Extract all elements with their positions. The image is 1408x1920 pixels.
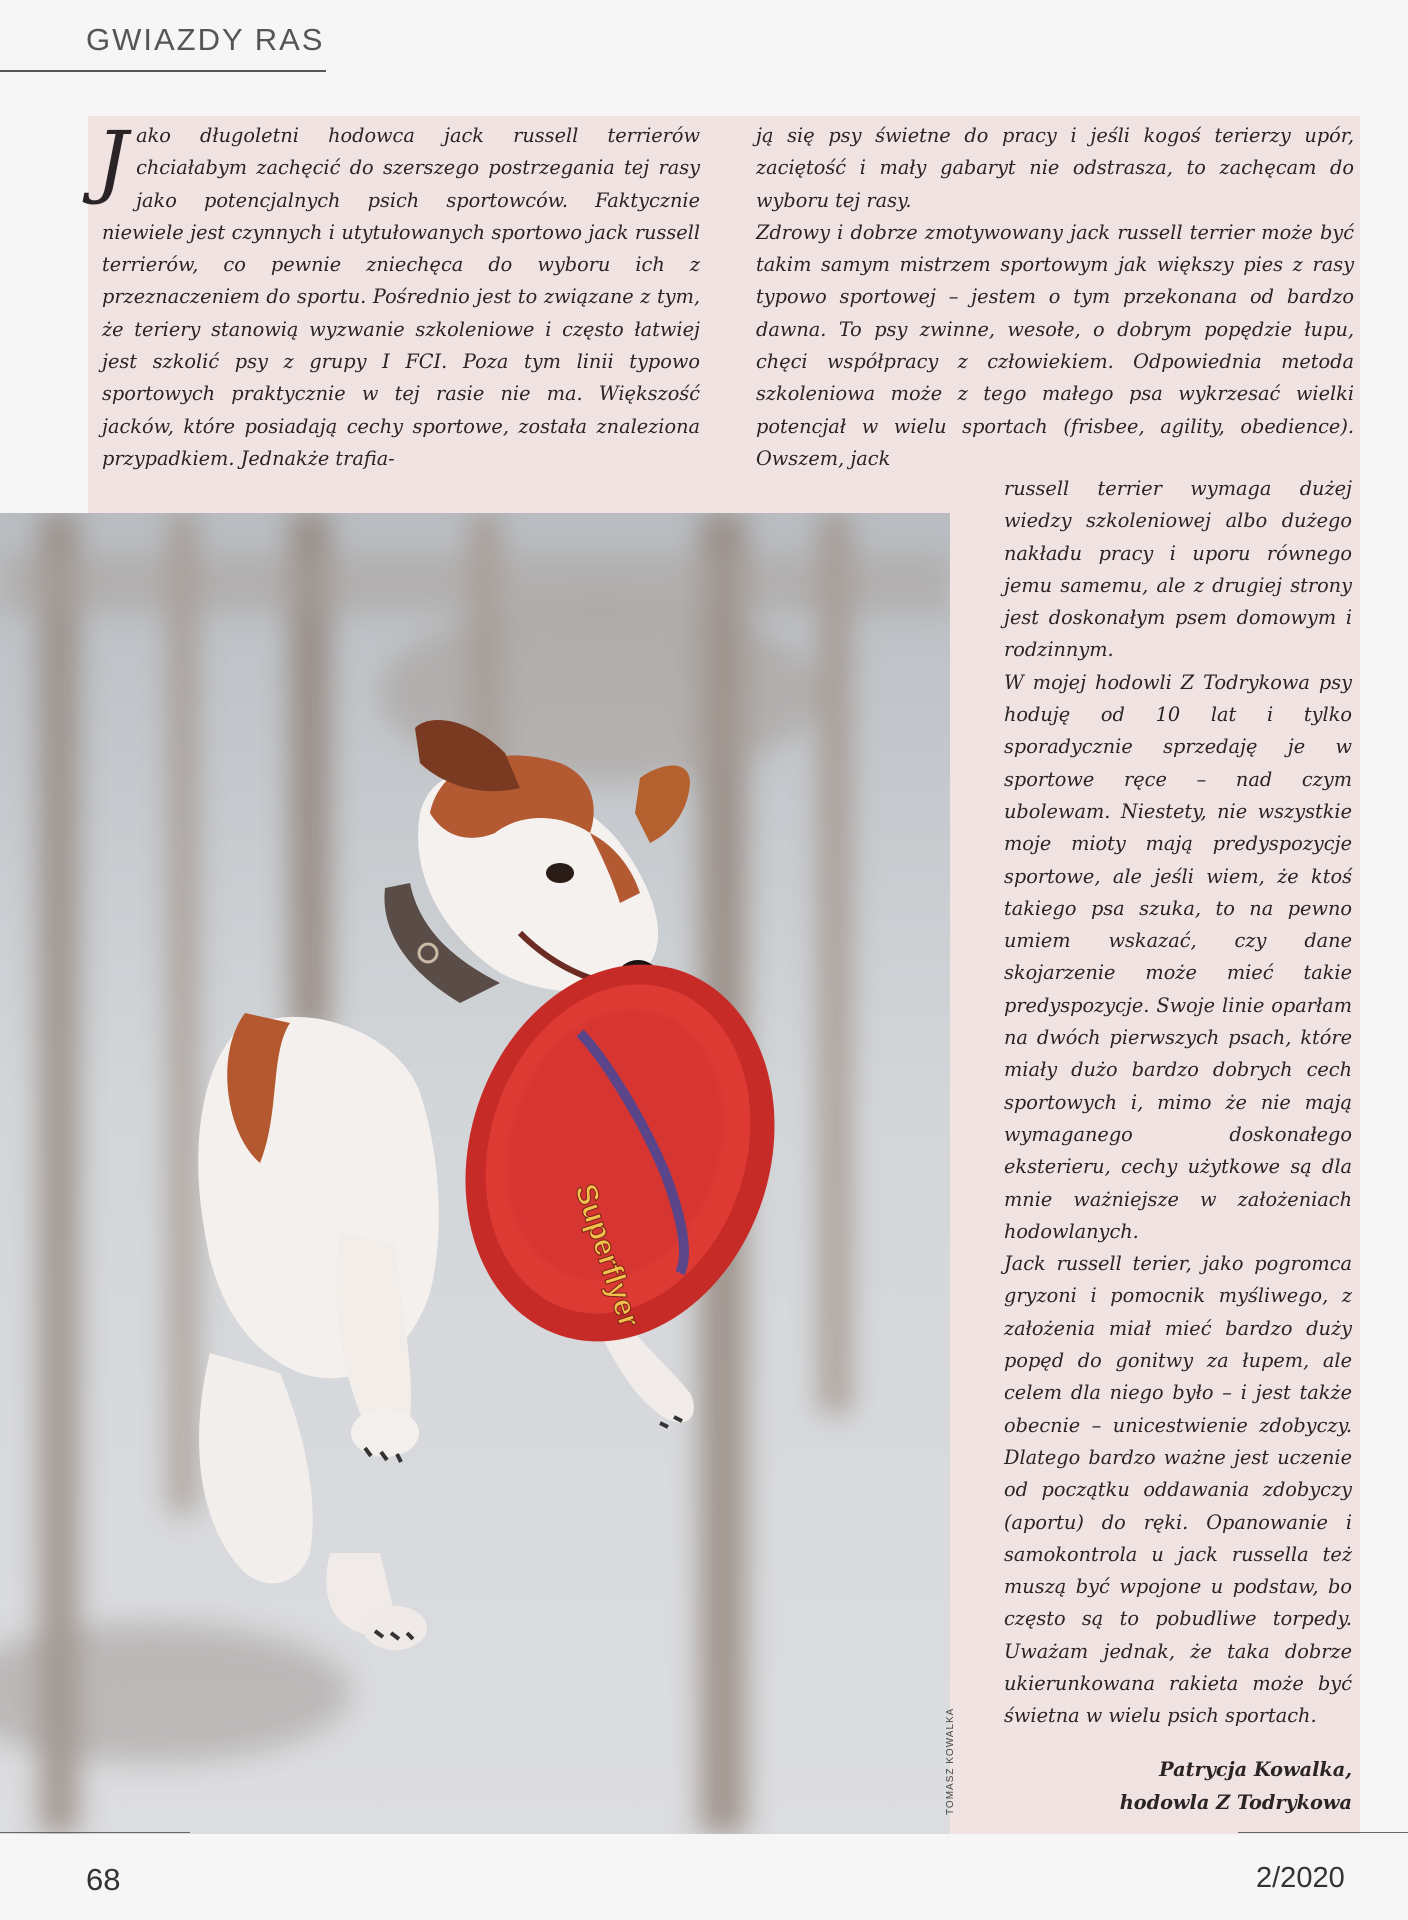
article-paragraph: ją się psy świetne do pracy i jeśli kogoś terierzy upór, zaciętość i mały gabaryt nie odstrasza, to zachęcam do wyboru tej rasy. — [756, 124, 1354, 212]
frisbee-logo-text: Superflyer — [568, 1179, 646, 1332]
section-title: GWIAZDY RAS — [86, 22, 325, 57]
article-paragraph: russell terrier wymaga dużej wiedzy szkoleniowej albo dużego nakładu pracy i uporu równego jemu samemu, ale z drugiej strony jest doskonałym psem domowym i rodzinnym. — [1004, 477, 1352, 662]
article-paragraph: Jack russell terier, jako pogromca gryzoni i pomocnik myśliwego, z założenia miał mieć bardzo duży popęd do gonitwy za łupem, ale celem dla niego było – i jest także obecnie – unicestwienie zdobyczy. Dlatego bardzo ważne jest uczenie od początku oddawania zdobyczy (aportu) do ręki. Opanowanie i samokontrola u jack russella też muszą być wpojone u podstaw, bo często są to pobudliwe torpedy. Uważam jednak, że taka dobrze ukierunkowana rakieta może być świetna w wielu psich sportach. — [1004, 1252, 1352, 1728]
issue-number: 2/2020 — [1256, 1862, 1345, 1894]
article-column-2 — [756, 120, 1354, 475]
page-number: 68 — [86, 1862, 121, 1897]
footer-rule-left — [0, 1832, 190, 1833]
title-rule — [0, 70, 326, 72]
footer-rule-right — [1238, 1832, 1408, 1833]
article-paragraph: W mojej hodowli Z Todrykowa psy hoduję od 10 lat i tylko sporadycznie sprzedaję je w sportowe ręce – nad czym ubolewam. Niestety, nie wszystkie moje mioty mają predyspozycje sportowe, ale jeśli wiem, że ktoś takiego psa szuka, to na pewno umiem wskazać, czy dane skojarzenie może mieć takie predyspozycje. Swoje linie oparłam na dwóch pierwszych psach, które miały dużo bardzo dobrych cech sportowych i, mimo że nie mają wymaganego doskonałego eksterieru, cechy użytkowe są dla mnie ważniejsze w założeniach hodowlanych. — [1004, 670, 1352, 1243]
photo-credit: TOMASZ KOWALKA — [945, 1707, 956, 1815]
article-paragraph: ako długoletni hodowca jack russell terrierów chciałabym zachęcić do szerszego postrzegania tej rasy jako potencjalnych psich sportowców. Faktycznie niewiele jest czynnych i utytułowanych sportowo jack russell terrierów, co pewnie zniechęca do wyboru ich z przeznaczeniem do sportu. Pośrednio jest to związane z tym, że teriery stanowią wyzwanie szkoleniowe i często łatwiej jest szkolić psy z grupy I FCI. Poza tym linii typowo sportowych praktycznie w tej rasie nie ma. Większość jacków, które posiadają cechy sportowe, została znaleziona przypadkiem. Jednakże trafia- — [102, 124, 700, 470]
dog-photo — [0, 513, 950, 1834]
article-paragraph: Zdrowy i dobrze zmotywowany jack russell terrier może być takim samym mistrzem sportowym jak większy pies z rasy typowo sportowej – jestem o tym przekonana od bardzo dawna. To psy zwinne, wesołe, o dobrym popędzie łupu, chęci współpracy z człowiekiem. Odpowiednia metoda szkoleniowa może z tego małego psa wykrzesać wielki potencjał w wielu sportach (frisbee, agility, obedience). Owszem, jack — [756, 220, 1354, 470]
author-signature — [1040, 1753, 1352, 1819]
article-column-1 — [96, 114, 700, 475]
author-name: Patrycja Kowalka, — [1159, 1758, 1352, 1781]
drop-cap: J — [96, 114, 129, 207]
article-column-3 — [1004, 473, 1352, 1733]
author-kennel: hodowla Z Todrykowa — [1119, 1791, 1352, 1814]
